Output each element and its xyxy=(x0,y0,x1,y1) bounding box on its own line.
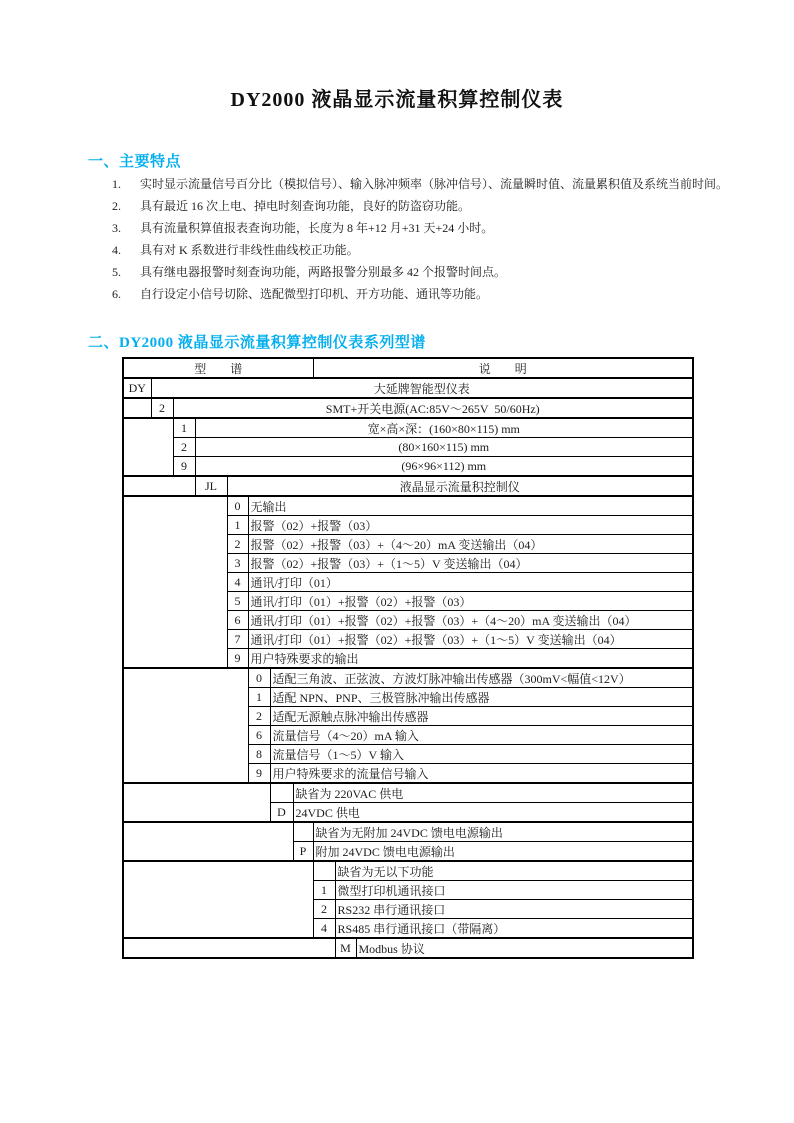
table-row xyxy=(123,438,693,457)
spacer-cell xyxy=(123,398,151,418)
model-code-cell xyxy=(270,783,293,803)
table-row xyxy=(123,476,693,496)
description-cell: 宽×高×深：(160×80×115) mm xyxy=(195,418,693,438)
model-code-cell: 2 xyxy=(248,707,270,726)
desc-header-cell: 说 明 xyxy=(313,358,693,378)
section-heading-features: 一、主要特点 xyxy=(88,154,182,170)
model-code-cell: 9 xyxy=(248,764,270,784)
model-code-cell: 1 xyxy=(173,418,195,438)
model-code-cell xyxy=(293,822,313,842)
table-row xyxy=(123,457,693,477)
table-row xyxy=(123,822,693,842)
table-row xyxy=(123,783,693,803)
list-item-number: 1. xyxy=(112,177,121,191)
description-cell: 通讯/打印（01）+报警（02）+报警（03）+（4～20）mA 变送输出（04） xyxy=(248,611,693,630)
model-code-cell xyxy=(313,861,335,881)
table-row xyxy=(123,668,693,688)
list-item-number: 2. xyxy=(112,199,121,213)
list-item xyxy=(112,239,762,261)
description-cell: 无输出 xyxy=(248,496,693,516)
table-row xyxy=(123,378,693,398)
model-code-cell: 2 xyxy=(151,398,173,418)
list-item-text: 实时显示流量信号百分比（模拟信号）、输入脉冲频率（脉冲信号）、流量瞬时值、流量累积值及系统当前时间。 xyxy=(140,177,729,191)
list-item xyxy=(112,283,762,305)
model-code-cell: 9 xyxy=(227,649,248,669)
description-cell: (96×96×112) mm xyxy=(195,457,693,477)
description-cell: (80×160×115) mm xyxy=(195,438,693,457)
description-cell: 用户特殊要求的流量信号输入 xyxy=(270,764,693,784)
table-row xyxy=(123,861,693,881)
description-cell: 通讯/打印（01）+报警（02）+报警（03） xyxy=(248,592,693,611)
list-item-number: 5. xyxy=(112,265,121,279)
list-item xyxy=(112,195,762,217)
description-cell: 适配 NPN、PNP、三极管脉冲输出传感器 xyxy=(270,688,693,707)
description-cell: 通讯/打印（01） xyxy=(248,573,693,592)
model-code-cell: 2 xyxy=(227,535,248,554)
list-item-number: 4. xyxy=(112,243,121,257)
model-code-cell: 4 xyxy=(227,573,248,592)
list-item xyxy=(112,217,762,239)
description-cell: Modbus 协议 xyxy=(356,938,693,958)
description-cell: 通讯/打印（01）+报警（02）+报警（03）+（1～5）V 变送输出（04） xyxy=(248,630,693,649)
description-cell: 24VDC 供电 xyxy=(293,803,693,823)
spacer-cell xyxy=(123,822,293,861)
model-code-cell: 8 xyxy=(248,745,270,764)
spacer-cell xyxy=(123,496,227,668)
spacer-cell xyxy=(123,418,173,476)
spacer-cell xyxy=(123,938,335,958)
description-cell: 报警（02）+报警（03）+（4～20）mA 变送输出（04） xyxy=(248,535,693,554)
model-code-cell: M xyxy=(335,938,356,958)
model-code-cell: 3 xyxy=(227,554,248,573)
model-code-cell: 1 xyxy=(248,688,270,707)
model-code-cell: 7 xyxy=(227,630,248,649)
table-row xyxy=(123,398,693,418)
description-cell: 缺省为 220VAC 供电 xyxy=(293,783,693,803)
model-code-cell: 5 xyxy=(227,592,248,611)
model-code-cell: P xyxy=(293,842,313,862)
model-code-cell: 2 xyxy=(313,900,335,919)
description-cell: 用户特殊要求的输出 xyxy=(248,649,693,669)
model-code-cell: 4 xyxy=(313,919,335,939)
spacer-cell xyxy=(123,668,248,783)
description-cell: 报警（02）+报警（03）+（1～5）V 变送输出（04） xyxy=(248,554,693,573)
description-cell: 适配无源触点脉冲输出传感器 xyxy=(270,707,693,726)
model-code-cell: 2 xyxy=(173,438,195,457)
spec-header-cell: 型 谱 xyxy=(123,358,313,378)
section-heading-spectrum: 二、DY2000 液晶显示流量积算控制仪表系列型谱 xyxy=(88,335,426,351)
model-code-cell: DY xyxy=(123,378,151,398)
description-cell: 微型打印机通讯接口 xyxy=(335,881,693,900)
model-code-cell: JL xyxy=(195,476,227,496)
model-code-cell: 6 xyxy=(248,726,270,745)
description-cell: 流量信号（1～5）V 输入 xyxy=(270,745,693,764)
list-item-text: 具有最近 16 次上电、掉电时刻查询功能，良好的防盗窃功能。 xyxy=(140,199,471,213)
table-row xyxy=(123,496,693,516)
description-cell: 液晶显示流量积控制仪 xyxy=(227,476,693,496)
model-spectrum-table xyxy=(122,357,694,959)
spacer-cell xyxy=(123,476,195,496)
document-title: DY2000 液晶显示流量积算控制仪表 xyxy=(230,89,564,111)
table-header-row xyxy=(123,358,693,378)
description-cell: 缺省为无附加 24VDC 馈电电源输出 xyxy=(313,822,693,842)
list-item-text: 具有继电器报警时刻查询功能，两路报警分别最多 42 个报警时间点。 xyxy=(140,265,507,279)
list-item xyxy=(112,173,762,195)
list-item xyxy=(112,261,762,283)
model-code-cell: D xyxy=(270,803,293,823)
description-cell: 流量信号（4～20）mA 输入 xyxy=(270,726,693,745)
description-cell: 大延牌智能型仪表 xyxy=(151,378,693,398)
description-cell: 附加 24VDC 馈电电源输出 xyxy=(313,842,693,862)
spacer-cell xyxy=(123,861,313,938)
description-cell: RS232 串行通讯接口 xyxy=(335,900,693,919)
description-cell: 缺省为无以下功能 xyxy=(335,861,693,881)
feature-list xyxy=(112,173,762,305)
spacer-cell xyxy=(123,783,270,822)
table-row xyxy=(123,938,693,958)
description-cell: SMT+开关电源(AC:85V～265V 50/60Hz) xyxy=(173,398,693,418)
list-item-number: 6. xyxy=(112,287,121,301)
model-code-cell: 0 xyxy=(227,496,248,516)
description-cell: RS485 串行通讯接口（带隔离） xyxy=(335,919,693,939)
model-spectrum-table-wrap xyxy=(122,357,694,959)
model-code-cell: 0 xyxy=(248,668,270,688)
table-row xyxy=(123,418,693,438)
list-item-text: 具有对 K 系数进行非线性曲线校正功能。 xyxy=(140,243,359,257)
model-code-cell: 6 xyxy=(227,611,248,630)
description-cell: 适配三角波、正弦波、方波灯脉冲输出传感器（300mV<幅值<12V） xyxy=(270,668,693,688)
model-code-cell: 1 xyxy=(313,881,335,900)
description-cell: 报警（02）+报警（03） xyxy=(248,516,693,535)
model-code-cell: 1 xyxy=(227,516,248,535)
model-code-cell: 9 xyxy=(173,457,195,477)
list-item-text: 具有流量积算值报表查询功能，长度为 8 年+12 月+31 天+24 小时。 xyxy=(140,221,494,235)
list-item-number: 3. xyxy=(112,221,121,235)
list-item-text: 自行设定小信号切除、选配微型打印机、开方功能、通讯等功能。 xyxy=(140,287,489,301)
